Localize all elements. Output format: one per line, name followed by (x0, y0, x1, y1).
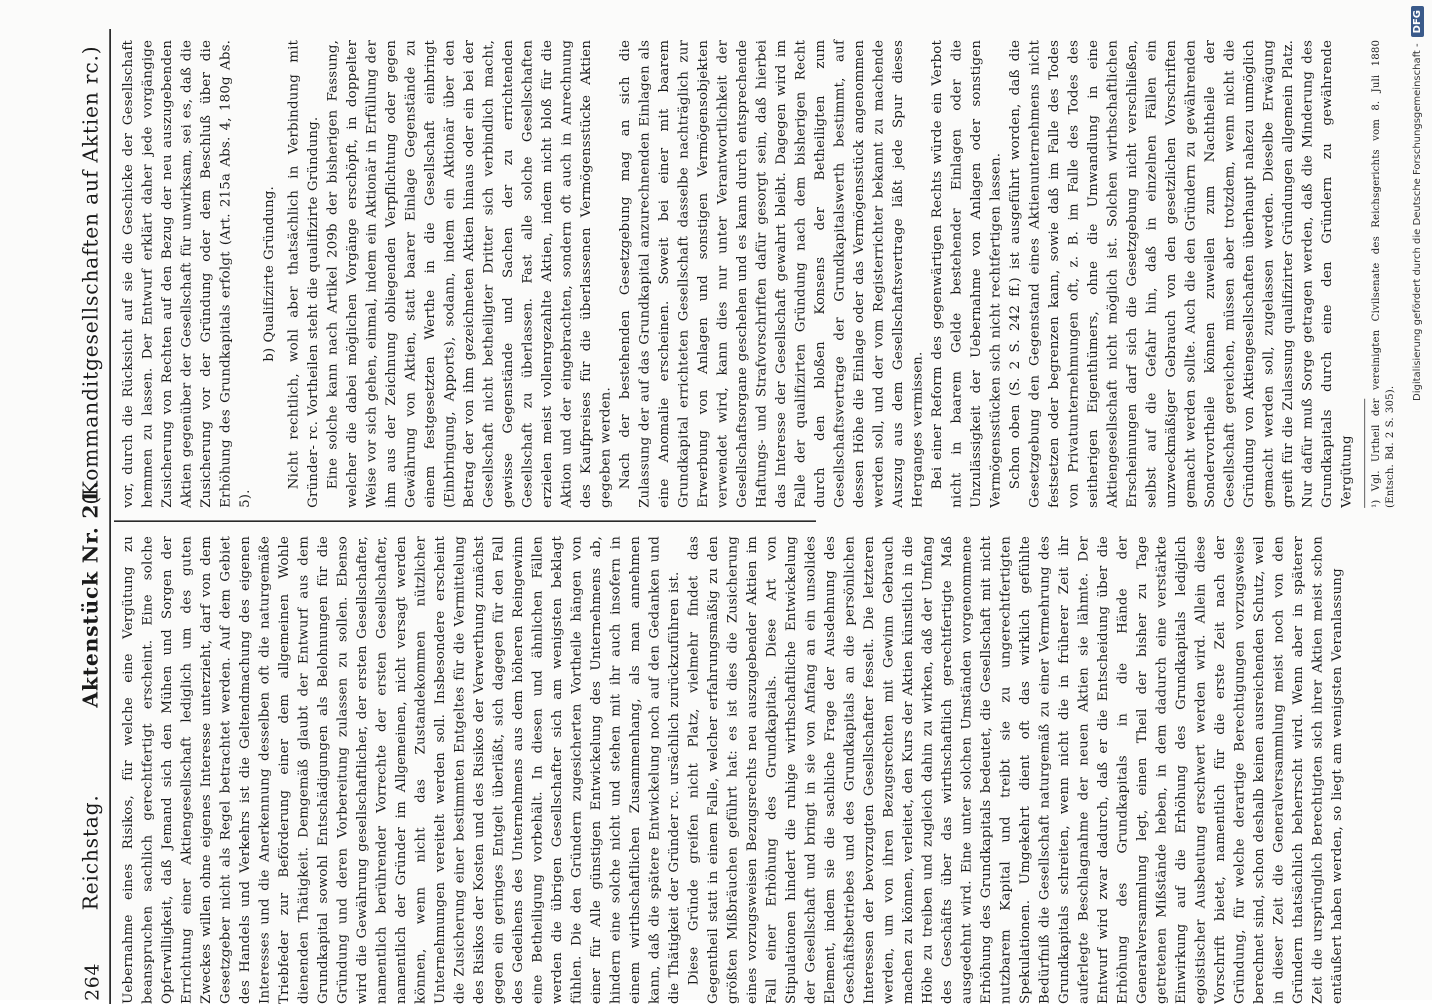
right-column (119, 39, 1397, 508)
digitization-stamp (1406, 6, 1428, 994)
page-number: 264 (81, 962, 104, 1001)
footnote: ¹) Vgl. Urtheil der vereinigten Civilsenate des Reichsgerichts vom 8. Juli 1880 (Entsch. Bd. 2 S. 305). (1370, 39, 1397, 508)
left-column (119, 536, 1345, 1004)
stamp-text-row (1406, 6, 1428, 994)
rotated-document (75, 39, 1397, 1004)
header-left-title: Reichstag. (79, 794, 104, 911)
right-paragraph-2: Nicht rechtlich, wohl aber thatsächlich in Verbindung mit Gründer- rc. Vortheilen steht die qualifizirte Gründung. (285, 39, 321, 508)
section-heading: b) Qualifizirte Gründung. (261, 186, 278, 362)
column-divider (114, 520, 816, 522)
header-rule (109, 29, 111, 1004)
left-paragraph-2: Diese Gründe greifen nicht Platz, vielmehr findet das Gegentheil statt in einem Falle, welcher erfahrungsmäßig zu den größten Mißbräuchen geführt hat: es ist dies die Zusicherung eines vorzugsweisen Bezugsrechts neu auszugebender Aktien im Fall einer Erhöhung des Grundkapitals. Diese Art von Stipulationen hindert die ruhige wirthschaftliche Entwickelung der Gesellschaft und bringt in sie von Anfang an ein unsolides Element, indem sie die sachliche Frage der Ausdehnung des Geschäftsbetriebes und des Grundkapitals an die persönlichen Interessen der bevorzugten Gesellschafter fesselt. Die letzteren werden, um von ihren Bezugsrechten mit Gewinn Gebrauch machen zu können, verleitet, den Kurs der Aktien künstlich in die Höhe zu treiben und zugleich dahin zu wirken, daß der Umfang des Geschäfts über das wirthschaftlich gerechtfertigte Maß ausgedehnt wird. Eine unter solchen Umständen vorgenommene Erhöhung des Grundkapitals bedeutet, die Gesellschaft mit nicht nutzbarem Kapital und treibt sie zu ungerechtfertigten Spekulationen. Umgekehrt dient oft das wirklich gefühlte Bedürfniß die Gesellschaft naturgemäß zu einer Vermehrung des Grundkapitals schreiten, wenn nicht die in früherer Zeit ihr auferlegte Beschlagnahme der neuen Aktien sie lähmte. Der Entwurf wird zwar dadurch, daß er die Entscheidung über die Erhöhung des Grundkapitals in die Hände der Generalversammlung legt, einen Theil der bisher zu Tage getretenen Mißstände heben, in dem dadurch eine verstärkte Einwirkung auf die Erhöhung des Grundkapitals lediglich egoistischer Ausbeutung erschwert werden wird. Allein diese Vorschrift bietet, namentlich für die erste Zeit nach der Gründung, für welche derartige Berechtigungen vorzugsweise berechnet sind, schon deshalb keinen ausreichenden Schutz, weil in dieser Zeit die Generalversammlung meist noch von den Gründern thatsächlich beherrscht wird. Wenn aber in späterer Zeit die ursprünglich Berechtigten sich ihrer Aktien meist schon entäußert haben werden, so liegt am wenigsten Veranlassung (685, 536, 1345, 1004)
right-paragraph-5: Bei einer Reform des gegenwärtigen Rechts würde ein Verbot nicht in baarem Gelde bestehender Einlagen oder die Unzulässigkeit der Uebernahme von Anlagen oder sonstigen Vermögensstücken sich nicht rechtfertigen lassen. (929, 39, 1004, 508)
right-paragraph-4: Nach der bestehenden Gesetzgebung mag an sich die Zulassung der auf das Grundkapital anzurechnenden Einlagen als eine Anomalie erscheinen. Soweit bei einer mit baarem Grundkapital errichteten Gesellschaft dasselbe nachträglich zur Erwerbung von Anlagen und sonstigen Vermögensobjekten verwendet wird, kann dies nur unter Verantwortlichkeit der Gesellschaftsorgane geschehen und es kann durch entsprechende Haftungs- und Strafvorschriften dafür gesorgt sein, daß hierbei das Interesse der Gesellschaft gewahrt bleibt. Dagegen wird im Falle der qualifizirten Gründung nach dem bisherigen Recht durch den bloßen Konsens der Betheiligten zum Gesellschaftsvertrage der Grundkapitalswerth bestimmt, auf dessen Höhe die Einlage oder das Vermögensstück angenommen werden soll, und der vom Registerrichter bekannt zu machende Auszug aus dem Gesellschaftsvertrage läßt jede Spur dieses Herganges vermissen. (617, 39, 926, 508)
right-paragraph-6: Schon oben (S. 2 S. 242 ff.) ist ausgeführt worden, daß die Gesetzgebung den Gegenstand eines Aktienunternehmens nicht festsetzen oder begrenzen kann, sowie daß im Falle des Todes von Privatunternehmungen oft, z. B. im Falle des Todes des seitherigen Eigenthümers, ohne die Umwandlung in eine Aktiengesellschaft nicht möglich ist. Solchen wirthschaftlichen Erscheinungen darf sich die Gesetzgebung nicht verschließen, selbst auf die Gefahr hin, daß in einzelnen Fällen ein unzweckmäßiger Gebrauch von den gesetzlichen Vorschriften gemacht werden sollte. Auch die den Gründern zu gewährenden Sondervortheile können zuweilen zum Nachtheile der Gesellschaft gereichen, müssen aber trotzdem, wenn nicht die Gründung von Aktiengesellschaften überhaupt nahezu unmöglich gemacht werden soll, zugelassen werden. Dieselbe Erwägung greift für die Zulassung qualifizirter Gründungen allgemein Platz. Nur dafür muß Sorge getragen werden, daß die Minderung des Grundkapitals durch eine den Gründern zu gewährende Vergütung (1007, 39, 1355, 508)
header-right-title: (Kommanditgesellschaften auf Aktien rc.) (79, 45, 104, 505)
page-header (75, 29, 106, 1004)
stamp-text: Digitalisierung gefördert durch die Deutsche Forschungsgemeinschaft - (1411, 43, 1423, 401)
document-page (75, 13, 1397, 1004)
footnote-rule (1364, 399, 1365, 508)
dfg-logo: DFG (1411, 6, 1424, 37)
right-paragraph-1: vor, durch die Rücksicht auf sie die Geschicke der Gesellschaft hemmen zu lassen. Der Entwurf erklärt daher jede vorgängige Zusicherung von Rechten auf den Bezug der neu auszugebenden Aktien gegenüber der Gesellschaft für unwirksam, sei es, daß die Zusicherung vor der Gründung oder dem Beschluß über die Erhöhung des Grundkapitals erfolgt (Art. 215a Abs. 4, 180g Abs. 5). (120, 39, 253, 508)
right-paragraph-3: Eine solche kann nach Artikel 209b der bisherigen Fassung, welcher die dabei möglichen Vorgänge erschöpft, in doppelter Weise vor sich gehen, einmal, indem ein Aktionär in Erfüllung der ihm aus der Zeichnung obliegenden Verpflichtung oder gegen Gewährung von Aktien, statt baarer Einlage Gegenstände zu einem festgesetzten Werthe in die Gesellschaft einbringt (Einbringung, Apports), sodann, indem ein Aktionär über den Betrag der von ihm gezeichneten Aktien hinaus oder ein bei der Gesellschaft nicht betheiligter Dritter sich verbindlich macht, gewisse Gegenstände und Sachen der zu errichtenden Gesellschaft zu überlassen. Fast alle solche Gesellschaften erzielen meist vollenrgezahlte Aktien, indem nicht bloß für die Aktion und der eingebrachten, sondern oft auch in Anrechnung des Kaufpreises für die überlassenen Vermögensstücke Aktien gegeben werden. (324, 39, 614, 508)
left-paragraph-1: Uebernahme eines Risikos, für welche eine Vergütung zu beanspruchen sachlich gerechtfertigt erscheint. Eine solche Opferwilligkeit, daß Jemand sich den Mühen und Sorgen der Errichtung einer Aktiengesellschaft lediglich um des guten Zweckes willen ohne eigenes Interesse unterzieht, darf von dem Gesetzgeber nicht als Regel betrachtet werden. Auf dem Gebiet des Handels und Verkehrs ist die Geltendmachung des eigenen Interesses und die Anerkennung desselben oft die naturgemäße Triebfeder zur Beförderung einer dem allgemeinen Wohle dienenden Thätigkeit. Demgemäß glaubt der Entwurf aus dem Grundkapital sowohl Entschädigungen als Belohnungen für die Gründung und deren Vorbereitung zulassen zu sollen. Ebenso wird die Gewährung gesellschaftlicher, der ersten Gesellschafter, namentlich berührender Vorrechte der ersten Gesellschafter, namentlich der Gründer im Allgemeinen, nicht versagt werden können, wenn nicht das Zustandekommen nützlicher Unternehmungen vereitelt werden soll. Insbesondere erscheint die Zusicherung einer bestimmten Entgeltes für die Vermittelung des Risikos der Kosten und des Risikos der Verwerthung zunächst gegen ein geringes Entgelt überläßt, sich dagegen für den Fall des Gedeihens des Unternehmens aus dem höheren Reingewinn eine Betheiligung vorbehält. In diesen und ähnlichen Fällen werden die übrigen Gesellschafter sich am wenigsten beklagt fühlen. Die den Gründern zugesicherten Vortheile hängen von einer für Alle günstigen Entwickelung des Unternehmens ab, hindern eine solche nicht und stehen mit ihr auch insofern in einem wirthschaftlichen Zusammenhang, als man annehmen kann, daß die spätere Entwickelung noch auf den Gedanken und die Thätigkeit der Gründer rc. ursächlich zurückzuführen ist. (120, 536, 682, 1004)
header-center-title: Aktenstück Nr. 21. (79, 480, 104, 708)
